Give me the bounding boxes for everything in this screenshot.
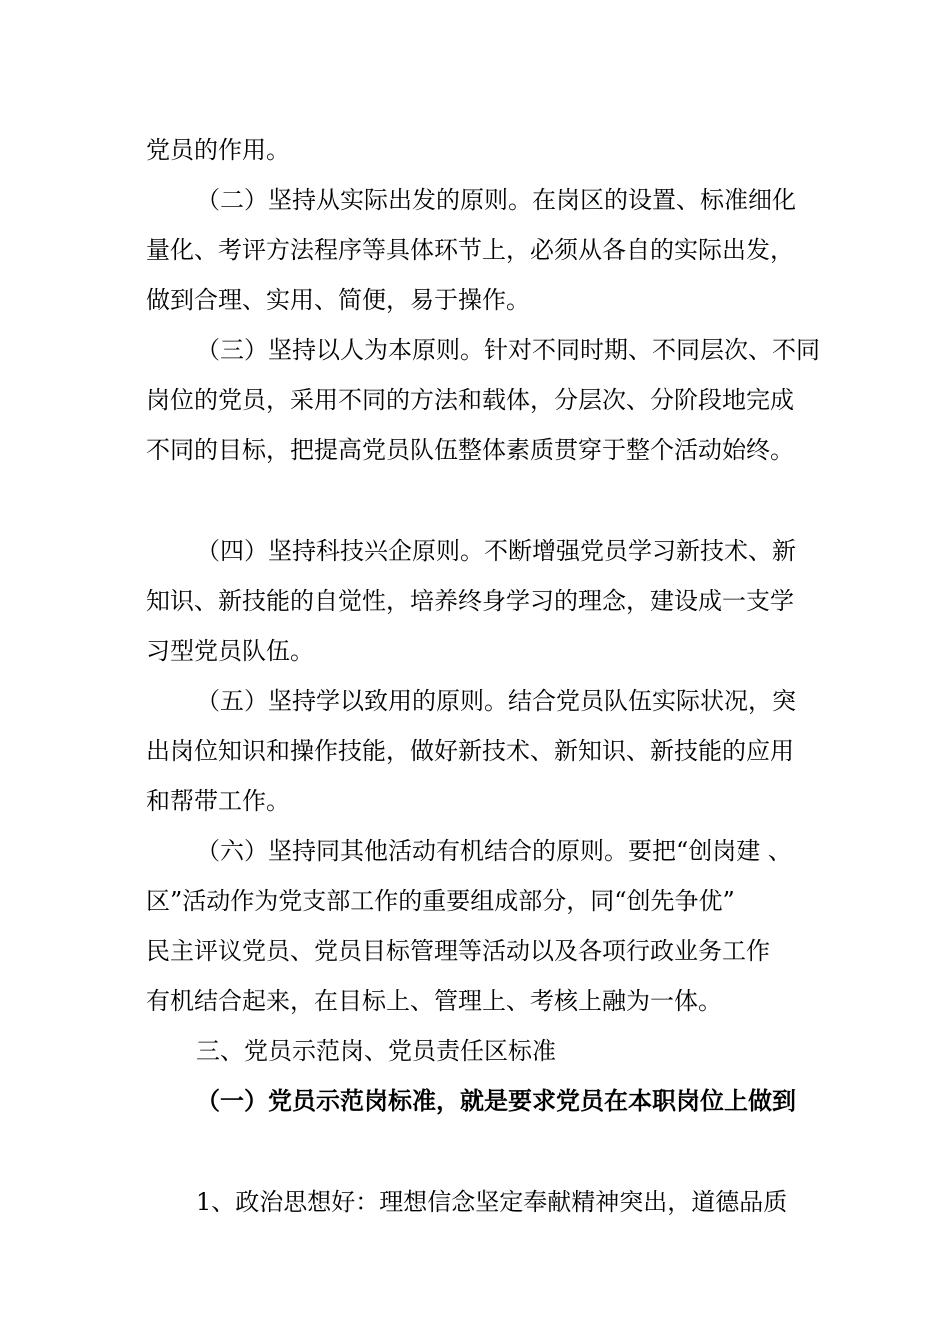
text-line: 区”活动作为党支部工作的重要组成部分，同“创先争优”	[146, 887, 735, 915]
text-line: （二）坚持从实际出发的原则。在岗区的设置、标准细化	[196, 186, 796, 214]
text-line: 量化、考评方法程序等具体环节上，必须从各自的实际出发，	[146, 236, 794, 264]
subsection-heading: （一）党员示范岗标准，就是要求党员在本职岗位上做到	[196, 1086, 796, 1115]
text-line: 和帮带工作。	[146, 787, 290, 815]
text-line: 习型党员队伍。	[146, 637, 314, 665]
text-line: 做到合理、实用、简便，易于操作。	[146, 286, 530, 314]
text-line: （三）坚持以人为本原则。针对不同时期、不同层次、不同	[196, 336, 820, 364]
text-line: 党员的作用。	[146, 136, 290, 164]
text-line: 不同的目标，把提高党员队伍整体素质贯穿于整个活动始终。	[146, 436, 794, 464]
text-line: （四）坚持科技兴企原则。不断增强党员学习新技术、新	[196, 537, 796, 565]
text-line: 有机结合起来，在目标上、管理上、考核上融为一体。	[146, 987, 722, 1015]
text-line: 1、政治思想好：理想信念坚定奉献精神突出，道德品质	[196, 1188, 788, 1216]
text-line: （五）坚持学以致用的原则。结合党员队伍实际状况，突	[196, 687, 796, 715]
text-line: 出岗位知识和操作技能，做好新技术、新知识、新技能的应用	[146, 737, 794, 765]
text-line: 民主评议党员、党员目标管理等活动以及各项行政业务工作	[146, 937, 770, 965]
section-heading: 三、党员示范岗、党员责任区标准	[196, 1037, 556, 1065]
text-line: 岗位的党员，采用不同的方法和载体，分层次、分阶段地完成	[146, 386, 794, 414]
text-line: 知识、新技能的自觉性，培养终身学习的理念，建设成一支学	[146, 587, 794, 615]
text-line: （六）坚持同其他活动有机结合的原则。要把“创岗建 、	[196, 837, 792, 865]
